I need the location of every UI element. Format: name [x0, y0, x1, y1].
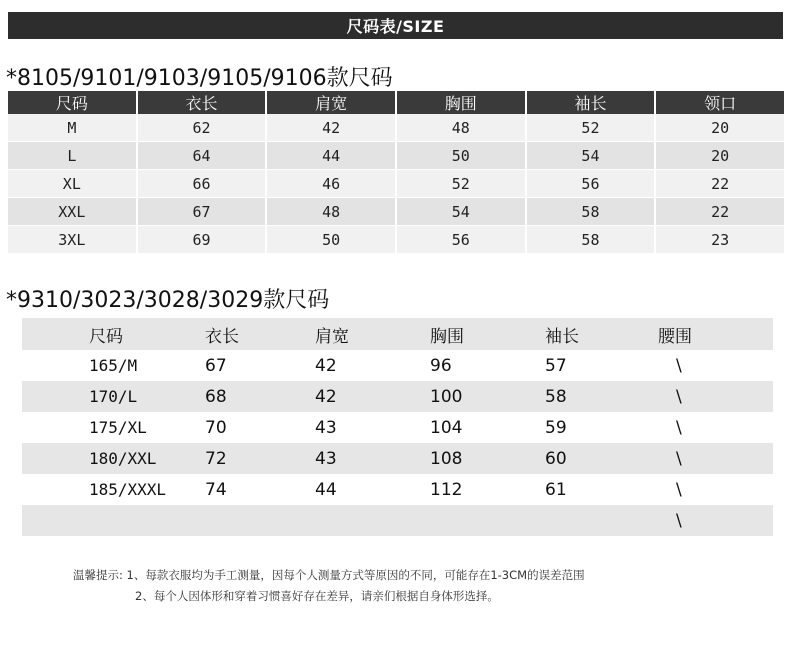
size-table-1 — [6, 91, 786, 254]
table-cell: 67 — [138, 198, 266, 226]
table-row — [8, 226, 784, 254]
table-cell: 180/XXL — [22, 443, 205, 474]
table-cell: \ — [658, 443, 773, 474]
header-cell: 衣长 — [205, 318, 315, 350]
table-cell: 46 — [267, 170, 395, 198]
header-cell: 尺码 — [8, 91, 136, 114]
table-row — [8, 198, 784, 226]
header-cell: 袖长 — [545, 318, 658, 350]
measurement-notes — [73, 565, 585, 607]
table-row — [22, 381, 773, 412]
table-cell: \ — [658, 350, 773, 381]
size-table-2 — [22, 318, 773, 536]
table-cell: 48 — [267, 198, 395, 226]
table-cell: 66 — [138, 170, 266, 198]
table-row — [22, 443, 773, 474]
table-row — [22, 350, 773, 381]
table-cell: 185/XXXL — [22, 474, 205, 505]
table-cell: 165/M — [22, 350, 205, 381]
table-cell: 44 — [315, 474, 430, 505]
table-cell: XXL — [8, 198, 136, 226]
note-line-1: 温馨提示: 1、每款衣服均为手工测量，因每个人测量方式等原因的不同，可能存在1-3CM的误差范围 — [73, 568, 585, 582]
table-cell: 54 — [397, 198, 525, 226]
header-cell: 胸围 — [397, 91, 525, 114]
table-cell — [430, 505, 545, 536]
table-row — [22, 474, 773, 505]
header-cell: 肩宽 — [315, 318, 430, 350]
header-cell: 腰围 — [658, 318, 773, 350]
table-cell: 42 — [315, 350, 430, 381]
banner-title: 尺码表/SIZE — [346, 17, 445, 36]
header-cell: 胸围 — [430, 318, 545, 350]
table-cell: 100 — [430, 381, 545, 412]
table-cell: 60 — [545, 443, 658, 474]
table1-heading: *8105/9101/9103/9105/9106款尺码 — [6, 66, 393, 91]
table-cell: 112 — [430, 474, 545, 505]
table-cell: 69 — [138, 226, 266, 254]
table-cell: 62 — [138, 114, 266, 142]
table-row — [8, 114, 784, 142]
table-cell: 104 — [430, 412, 545, 443]
table-cell: 22 — [656, 170, 784, 198]
table-cell: 3XL — [8, 226, 136, 254]
table-cell: 64 — [138, 142, 266, 170]
table-cell: 74 — [205, 474, 315, 505]
table-cell: 58 — [527, 198, 655, 226]
table-row — [22, 505, 773, 536]
header-cell: 尺码 — [22, 318, 205, 350]
table-cell — [205, 505, 315, 536]
table-cell: 20 — [656, 114, 784, 142]
table-cell: 56 — [397, 226, 525, 254]
table-cell — [22, 505, 205, 536]
table-cell: 43 — [315, 412, 430, 443]
table-cell: 42 — [267, 114, 395, 142]
table-cell: M — [8, 114, 136, 142]
size-table-2-container — [22, 318, 773, 536]
table-cell: \ — [658, 381, 773, 412]
table-cell: 68 — [205, 381, 315, 412]
header-cell: 肩宽 — [267, 91, 395, 114]
table-cell: 50 — [397, 142, 525, 170]
table-cell: 57 — [545, 350, 658, 381]
header-cell: 袖长 — [527, 91, 655, 114]
table-cell — [315, 505, 430, 536]
table-cell: 20 — [656, 142, 784, 170]
table-header-row — [8, 91, 784, 114]
header-cell: 衣长 — [138, 91, 266, 114]
table-cell: 42 — [315, 381, 430, 412]
table-row — [22, 412, 773, 443]
table-cell: 72 — [205, 443, 315, 474]
table-cell: 96 — [430, 350, 545, 381]
table-cell: 170/L — [22, 381, 205, 412]
table-cell: 52 — [527, 114, 655, 142]
table-cell: 59 — [545, 412, 658, 443]
table2-heading: *9310/3023/3028/3029款尺码 — [6, 288, 330, 313]
table-cell: 58 — [545, 381, 658, 412]
table-header-row — [22, 318, 773, 350]
table-cell — [545, 505, 658, 536]
table-cell: 22 — [656, 198, 784, 226]
table-cell: 43 — [315, 443, 430, 474]
table-cell: 54 — [527, 142, 655, 170]
table-cell: \ — [658, 505, 773, 536]
table-cell: 48 — [397, 114, 525, 142]
table-cell: 61 — [545, 474, 658, 505]
table-cell: L — [8, 142, 136, 170]
table-row — [8, 142, 784, 170]
table-cell: 23 — [656, 226, 784, 254]
table-cell: XL — [8, 170, 136, 198]
table-cell: 50 — [267, 226, 395, 254]
note-line-2: 2、每个人因体形和穿着习惯喜好存在差异，请亲们根据自身体形选择。 — [135, 589, 499, 603]
table-cell: 67 — [205, 350, 315, 381]
table-cell: \ — [658, 474, 773, 505]
table-cell: 70 — [205, 412, 315, 443]
table-cell: 58 — [527, 226, 655, 254]
table-cell: 44 — [267, 142, 395, 170]
table-cell: 108 — [430, 443, 545, 474]
table-cell: 52 — [397, 170, 525, 198]
table-cell: 175/XL — [22, 412, 205, 443]
table-cell: 56 — [527, 170, 655, 198]
size-chart-banner — [8, 12, 783, 39]
table-row — [8, 170, 784, 198]
table-cell: \ — [658, 412, 773, 443]
header-cell: 领口 — [656, 91, 784, 114]
